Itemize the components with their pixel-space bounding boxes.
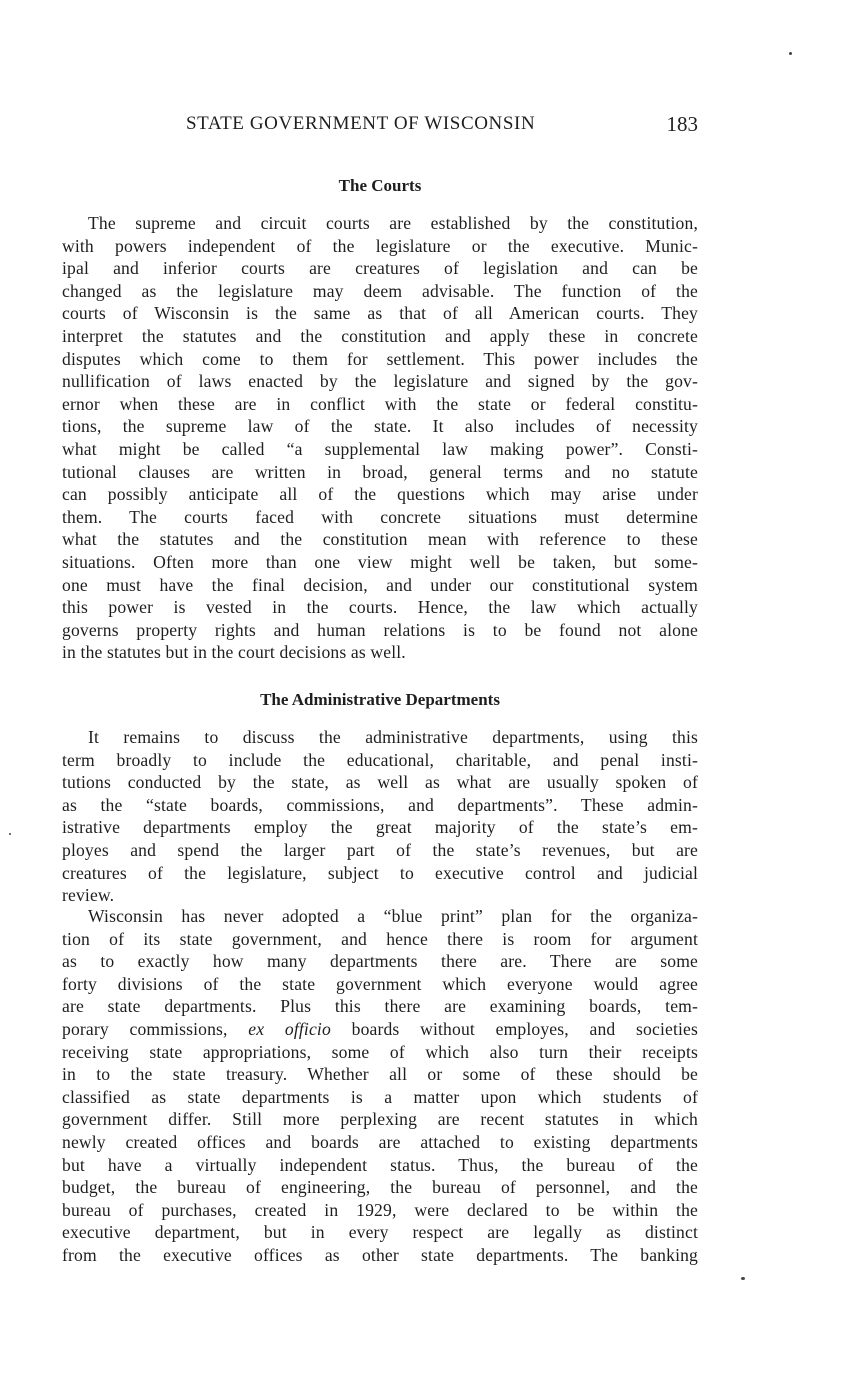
text-line: ipal and inferior courts are creatures of legislation and can be (62, 258, 698, 279)
text-line: ernor when these are in conflict with the state or federal constitu- (62, 393, 698, 414)
text-line: government differ. Still more perplexing are recent statutes in which (62, 1109, 698, 1130)
text-line: in the statutes but in the court decisions as well. (62, 642, 406, 663)
text-line: receiving state appropriations, some of which also turn their receipts (62, 1041, 698, 1062)
text-line: It remains to discuss the administrative departments, using this (88, 727, 698, 747)
text-line: tutional clauses are written in broad, general terms and no statute (62, 461, 698, 482)
scan-speck (789, 52, 792, 55)
text-line: classified as state departments is a matter upon which students of (62, 1086, 698, 1107)
text-line: what might be called “a supplemental law making power”. Consti- (62, 438, 698, 459)
text-line: creatures of the legislature, subject to executive control and judicial (62, 862, 698, 883)
text-line: forty divisions of the state government which everyone would agree (62, 973, 698, 994)
section-heading-administrative-departments: The Administrative Departments (260, 690, 500, 709)
text-line: courts of Wisconsin is the same as that of all American courts. They (62, 303, 698, 324)
text-line: tion of its state government, and hence there is room for argument (62, 928, 698, 949)
section-heading-courts: The Courts (338, 176, 422, 195)
running-title: STATE GOVERNMENT OF WISCONSIN (186, 113, 536, 134)
text-line: tutions conducted by the state, as well as what are usually spoken of (62, 772, 698, 793)
text-line: Wisconsin has never adopted a “blue print” plan for the organiza- (88, 906, 698, 926)
running-header (60, 110, 700, 140)
text-line: situations. Often more than one view might well be taken, but some- (62, 551, 698, 572)
text-line: newly created offices and boards are attached to existing departments (62, 1131, 698, 1152)
text-line: interpret the statutes and the constitution and apply these in concrete (62, 325, 698, 346)
text-line: term broadly to include the educational, charitable, and penal insti- (62, 749, 698, 770)
text-line: as the “state boards, commissions, and departments”. These admin- (62, 794, 698, 815)
text-line: can possibly anticipate all of the questions which may arise under (62, 484, 698, 505)
text-line: review. (62, 885, 115, 906)
text-line: changed as the legislature may deem advisable. The function of the (62, 280, 698, 301)
text-line: ployes and spend the larger part of the state’s revenues, but are (62, 839, 698, 860)
text-line: with powers independent of the legislature or the executive. Munic- (62, 235, 698, 256)
text-line: tions, the supreme law of the state. It also includes of necessity (62, 416, 698, 437)
text-line: are state departments. Plus this there are examining boards, tem- (62, 996, 698, 1017)
administrative-paragraph-2 (62, 905, 698, 1267)
text-line: nullification of laws enacted by the legislature and signed by the gov- (62, 371, 698, 392)
text-line: budget, the bureau of engineering, the bureau of personnel, and the (62, 1177, 698, 1198)
text-line: this power is vested in the courts. Hence, the law which actually (62, 597, 698, 618)
text-line: governs property rights and human relations is to be found not alone (62, 619, 698, 640)
courts-paragraph (62, 212, 698, 664)
text-line: from the executive offices as other state departments. The banking (62, 1244, 698, 1265)
text-line: istrative departments employ the great majority of the state’s em- (62, 817, 698, 838)
text-line: as to exactly how many departments there are. There are some (62, 951, 698, 972)
text-line: disputes which come to them for settlement. This power includes the (62, 348, 698, 369)
text-line: executive department, but in every respect are legally as distinct (62, 1222, 698, 1243)
text-line: bureau of purchases, created in 1929, were declared to be within the (62, 1199, 698, 1220)
text-line: what the statutes and the constitution mean with reference to these (62, 529, 698, 550)
text-line: but have a virtually independent status. Thus, the bureau of the (62, 1154, 698, 1175)
scan-speck (741, 1277, 745, 1280)
text-line: porary commissions, ex officio boards without employes, and societies (62, 1018, 698, 1039)
text-line: in to the state treasury. Whether all or some of these should be (62, 1064, 698, 1085)
text-line: The supreme and circuit courts are established by the constitution, (88, 213, 698, 233)
page-number: 183 (666, 112, 698, 136)
text-line: them. The courts faced with concrete situations must determine (62, 506, 698, 527)
italic-phrase: ex officio (248, 1018, 331, 1039)
text-line: one must have the final decision, and under our constitutional system (62, 574, 698, 595)
scan-speck (9, 833, 11, 835)
administrative-paragraph-1 (62, 726, 698, 907)
